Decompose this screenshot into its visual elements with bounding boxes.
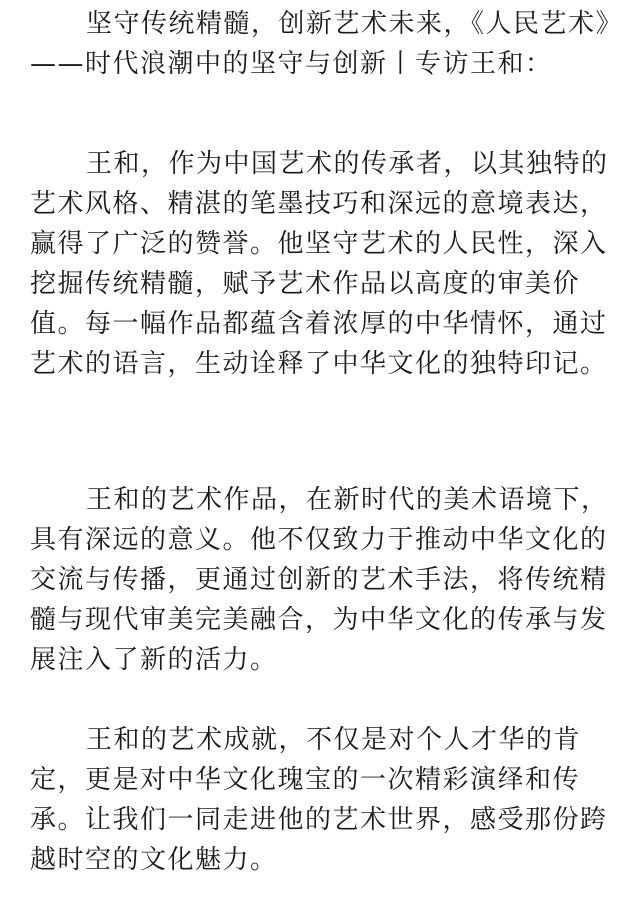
- paragraph-significance: 王和的艺术作品，在新时代的美术语境下，具有深远的意义。他不仅致力于推动中华文化的交流与传播，更通过创新的艺术手法，将传统精髓与现代审美完美融合，为中华文化的传承与发展注入了新的活力。: [30, 485, 609, 675]
- paragraph-intro: 王和，作为中国艺术的传承者，以其独特的艺术风格、精湛的笔墨技巧和深远的意境表达，赢得了广泛的赞誉。他坚守艺术的人民性，深入挖掘传统精髓，赋予艺术作品以高度的审美价值。每一幅作品都蕴含着浓厚的中华情怀，通过艺术的语言，生动诠释了中华文化的独特印记。: [30, 149, 609, 379]
- article-headline-paragraph: 坚守传统精髓，创新艺术未来，《人民艺术》——时代浪潮中的坚守与创新丨专访王和：: [30, 9, 611, 79]
- paragraph-conclusion: 王和的艺术成就，不仅是对个人才华的肯定，更是对中华文化瑰宝的一次精彩演绎和传承。让我们一同走进他的艺术世界，感受那份跨越时空的文化魅力。: [30, 725, 608, 875]
